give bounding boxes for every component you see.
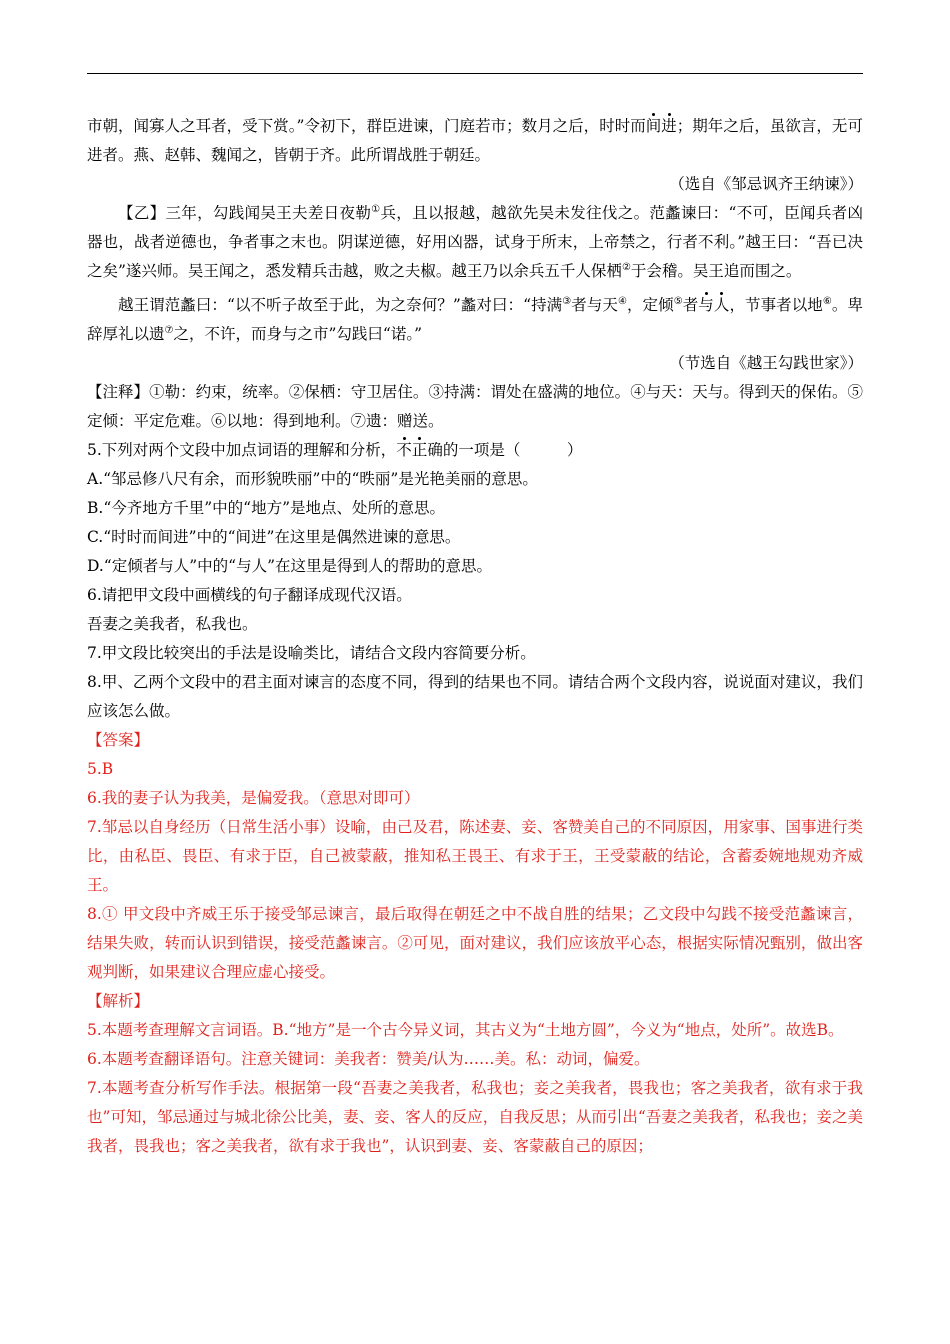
footnote-marker: ② [621,262,631,273]
passage-jia-tail [87,112,863,170]
question-8: 8.甲、乙两个文段中的君主面对谏言的态度不同，得到的结果也不同。请结合两个文段内容，说说面对建议，我们应该怎么做。 [87,673,863,720]
emphasis-dot-char: 人 [713,296,730,314]
answer-5: 5.B [87,760,114,778]
header-rule [87,73,863,74]
footnote-marker: ⑤ [673,296,683,307]
question-6-sentence: 吾妻之美我者，私我也。 [87,615,258,633]
text-span: ，节事者以地 [729,296,823,314]
text-span: 市朝，闻寡人之耳者，受下赏。”令初下，群臣进谏，门庭若市；数月之后，时时而 [87,117,646,135]
question-6: 6.请把甲文段中画横线的句子翻译成现代汉语。 [87,586,412,604]
answer-8: 8.① 甲文段中齐威王乐于接受邹忌谏言，最后取得在朝廷之中不战自胜的结果；乙文段中勾践不接受范蠡谏言，结果失败，转而认识到错误，接受范蠡谏言。②可见，面对建议，我们应该放平心态，根据实际情况甄别，做出客观判断，如果建议合理应虚心接受。 [87,905,863,981]
annotation-notes: 【注释】①勒：约束，统率。②保栖：守卫居住。③持满：谓处在盛满的地位。④与天：天与。得到天的保佑。⑤定倾：平定危难。⑥以地：得到地利。⑦遗：赠送。 [87,383,863,430]
text-span: ，定倾 [626,296,674,314]
question-5 [87,436,863,465]
answer-7: 7.邹忌以自身经历（日常生活小事）设喻，由己及君，陈述妻、妾、客赞美自己的不同原因，用家事、国事进行类比，由私臣、畏臣、有求于臣，自己被蒙蔽，推知私王畏王、有求于王，王受蒙蔽的结论，含蓄委婉地规劝齐威王。 [87,818,863,894]
emphasis-dot-char: 间 [645,117,662,135]
source-citation: （节选自《越王勾践世家》） [669,354,863,372]
answer-6: 6.我的妻子认为我美，是偏爱我。（意思对即可） [87,789,420,807]
text-span: 确的一项是（ ） [427,441,583,459]
option-c: C.“时时而间进”中的“间进”在这里是偶然进谏的意思。 [87,528,461,546]
text-span: 越王谓范蠡曰：“以不听子故至于此，为之奈何？”蠡对曰：“持满 [118,296,563,314]
passage-yi-paragraph-2 [87,291,863,349]
analysis-5: 5.本题考查理解文言词语。B.“地方”是一个古今异义词，其古义为“土地方圆”，今义为“地点，处所”。故选B。 [87,1021,844,1039]
analysis-6: 6.本题考查翻译语句。注意关键词：美我者：赞美/认为……美。私：动词，偏爱。 [87,1050,650,1068]
text-span: 【乙】三年，勾践闻吴王夫差日夜勒 [118,204,372,222]
text-span: 于会稽。吴王追而围之。 [630,262,802,280]
page-content [87,112,863,1161]
text-span: 。卑辞厚礼以遗 [87,296,863,343]
option-b: B.“今齐地方千里”中的“地方”是地点、处所的意思。 [87,499,446,517]
footnote-marker: ① [371,204,381,215]
text-span: 兵，且以报越，越欲先吴未发往伐之。范蠡谏曰：“不可，臣闻兵者凶器也，战者逆德也，争者事之末也。阴谋逆德，好用凶器，试身于所末，上帝禁之，行者不利。”越王曰：“吾已决之矣”遂兴师。吴王闻之，悉发精兵击越，败之夫椒。越王乃以余兵五千人保栖 [87,204,863,280]
analysis-7: 7.本题考查分析写作手法。根据第一段“吾妻之美我者，私我也；妾之美我者，畏我也；客之美我者，欲有求于我也”可知，邹忌通过与城北徐公比美，妻、妾、客人的反应，自我反思；从而引出“吾妻之美我者，私我也；妾之美我者，畏我也；客之美我者，欲有求于我也”，认识到妻、妾、客蒙蔽自己的原因； [87,1079,863,1155]
text-span: 之，不许，而身与之市”勾践曰“诺。” [173,325,423,343]
analysis-heading: 【解析】 [87,992,150,1010]
emphasis-dot-char: 正 [411,441,428,459]
emphasis-dot-char: 进 [661,117,677,135]
footnote-marker: ⑦ [164,325,174,336]
question-7: 7.甲文段比较突出的手法是设喻类比，请结合文段内容简要分析。 [87,644,536,662]
footnote-marker: ④ [617,296,627,307]
text-span: 者 [682,296,699,314]
footnote-marker: ③ [562,296,572,307]
option-a: A.“邹忌修八尺有余，而形貌昳丽”中的“昳丽”是光艳美丽的意思。 [87,470,538,488]
text-span: ；期年之后，虽欲言，无可进者。燕、赵韩、魏闻之，皆朝于齐。此所谓战胜于朝廷。 [87,117,863,164]
text-span: 者与天 [571,296,618,314]
emphasis-dot-char: 不 [396,441,412,459]
emphasis-dot-char: 与 [698,296,714,314]
option-d: D.“定倾者与人”中的“与人”在这里是得到人的帮助的意思。 [87,557,492,575]
answer-heading: 【答案】 [87,731,150,749]
source-citation: （选自《邹忌讽齐王纳谏》） [669,175,863,193]
text-span: 5.下列对两个文段中加点词语的理解和分析， [87,441,397,459]
footnote-marker: ⑥ [822,296,832,307]
passage-yi-paragraph-1 [87,199,863,286]
